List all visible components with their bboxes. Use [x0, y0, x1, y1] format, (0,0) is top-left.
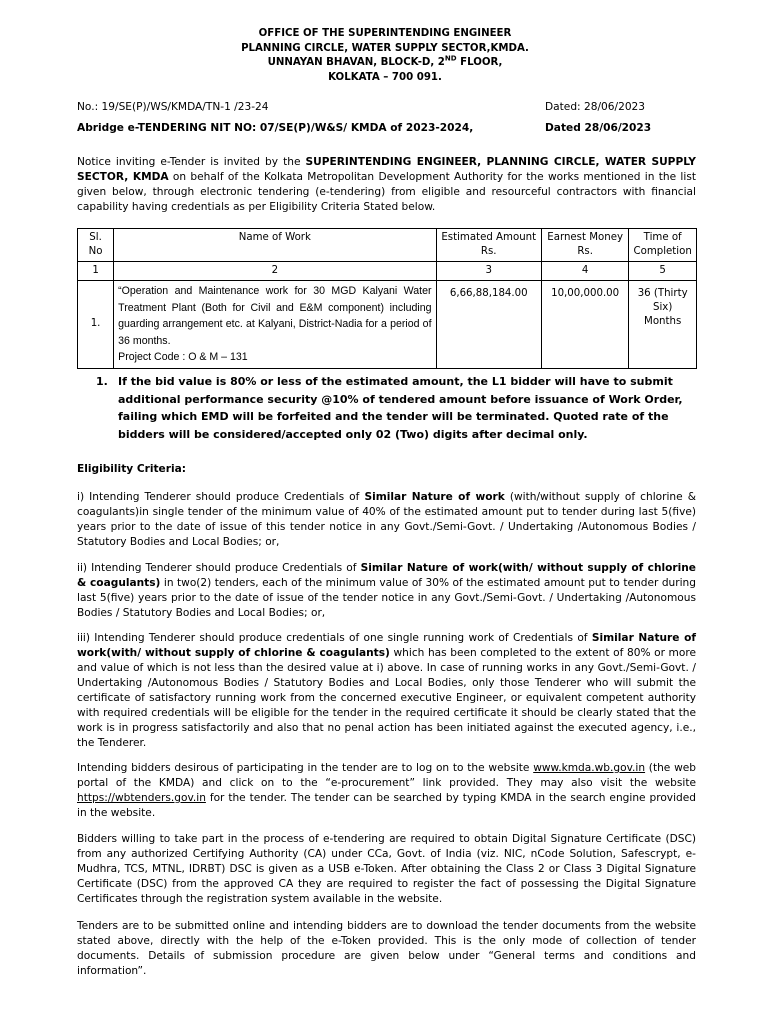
header-sl-no: Sl. No	[78, 229, 114, 262]
note-text: If the bid value is 80% or less of the estimated amount, the L1 bidder will have to submit additional performance security @10% of tendered amount before issuance of Work Order, failing which EMD will be forfeited and the tender will be terminated. Quoted rate of the bidders will be considered/accepted only 02 (Two) digits after decimal only.	[118, 375, 683, 441]
col-number: 2	[114, 262, 436, 281]
cell-name-of-work	[114, 281, 436, 369]
dsc-paragraph: Bidders willing to take part in the process of e-tendering are required to obtain Digital Signature Certificate (DSC) from any authorized Certifying Authority (CA) under CCa, Govt. of India (viz. NIC, nCode Solution, Safescrypt, e-Mudhra, TCS, MTNL, IDRBT) DSC is given as a USB e-Token. After obtaining the Class 2 or Class 3 Digital Signature Certificate (DSC) from the approved CA they are required to register the fact of possessing the Digital Signature Certificates through the registration system available in the website.	[77, 833, 696, 905]
cell-earnest-money: 10,00,000.00	[541, 281, 628, 369]
nit-number: Abridge e-TENDERING NIT NO: 07/SE(P)/W&S/ KMDA of 2023-2024,	[77, 122, 474, 134]
table-row	[78, 281, 697, 369]
reference-number: No.: 19/SE(P)/WS/KMDA/TN-1 /23-24	[77, 101, 269, 113]
reference-row	[77, 100, 697, 115]
header-name-of-work: Name of Work	[114, 229, 436, 262]
wbtenders-website-link[interactable]: https://wbtenders.gov.in	[77, 792, 206, 804]
eligibility-criterion-iii: iii) Intending Tenderer should produce credentials of one single running work of Credentials of Similar Nature of work(with/ without supply of chlorine & coagulants) which has been completed to the extent of 80% or more and value of which is not less than the desired value at i) above. In case of running works in any Govt./Semi-Govt. / Undertaking /Autonomous Bodies / Statutory Bodies and Local Bodies, only those Tenderer who will submit the certificate of satisfactory running work from the concerned executive Engineer, or equivalent competent authority with required credentials will be eligible for the tender in the required certificate it should be clearly stated that the work is in progress satisfactorily and also that no penal action has been initiated against the executed agency, i.e., the Tenderer.	[77, 632, 696, 749]
col-number: 5	[629, 262, 697, 281]
project-code: Project Code : O & M – 131	[118, 351, 248, 363]
reference-date: Dated: 28/06/2023	[545, 101, 646, 113]
eligibility-criterion-i: i) Intending Tenderer should produce Credentials of Similar Nature of work (with/without supply of chlorine & coagulants)in single tender of the minimum value of 40% of the estimated amount put to tender during last 5(five) years prior to the date of issue of this tender notice in any Govt./Semi-Govt. / Undertaking /Autonomous Bodies / Statutory Bodies and Local Bodies; or,	[77, 491, 696, 548]
col-number: 3	[436, 262, 541, 281]
header-line-4: KOLKATA – 700 091.	[328, 71, 442, 83]
website-paragraph: Intending bidders desirous of participating in the tender are to log on to the website www.kmda.wb.gov.in (the web portal of the KMDA) and click on to the “e-procurement” link provided. They may also visit the website https://wbtenders.gov.in for the tender. The tender can be searched by typing KMDA in the search engine provided in the website.	[77, 762, 696, 819]
header-time-of-completion: Time of Completion	[629, 229, 697, 262]
note-number: 1.	[96, 375, 108, 388]
work-description: “Operation and Maintenance work for 30 MGD Kalyani Water Treatment Plant (Both for Civil and E&M component) including guarding arrangement etc. at Kalyani, District-Nadia for a period of 36 months.	[118, 285, 432, 347]
table-column-number-row	[78, 262, 697, 281]
submission-paragraph: Tenders are to be submitted online and intending bidders are to download the tender documents from the website stated above, directly with the help of the e-Token provided. This is the only mode of collection of tender documents. Details of submission procedure are given below under “General terms and conditions and information”.	[77, 920, 696, 977]
eligibility-criterion-ii: ii) Intending Tenderer should produce Credentials of Similar Nature of work(with/ without supply of chlorine & coagulants) in two(2) tenders, each of the minimum value of 30% of the estimated amount put to tender during last 5(five) years prior to the date of issue of the tender notice in any Govt./Semi-Govt. / Undertaking /Autonomous Bodies / Statutory Bodies and Local Bodies; or,	[77, 562, 697, 619]
kmda-website-link[interactable]: www.kmda.wb.gov.in	[533, 762, 646, 774]
header-line-2: PLANNING CIRCLE, WATER SUPPLY SECTOR,KMDA.	[241, 42, 529, 54]
nit-date: Dated 28/06/2023	[545, 122, 652, 134]
col-number: 4	[541, 262, 628, 281]
table-header-row	[78, 229, 697, 262]
header-line-3: UNNAYAN BHAVAN, BLOCK-D, 2ND FLOOR,	[267, 54, 503, 68]
cell-estimated-amount: 6,66,88,184.00	[436, 281, 541, 369]
eligibility-title: Eligibility Criteria:	[77, 463, 186, 475]
header-line-1: OFFICE OF THE SUPERINTENDING ENGINEER	[258, 28, 512, 39]
header-estimated-amount: Estimated Amount Rs.	[436, 229, 541, 262]
intro-paragraph: Notice inviting e-Tender is invited by the SUPERINTENDING ENGINEER, PLANNING CIRCLE, WATER SUPPLY SECTOR, KMDA on behalf of the Kolkata Metropolitan Development Authority for the works mentioned in the list given below, through electronic tendering (e-tendering) from eligible and resourceful contractors with financial capability having credentials as per Eligibility Criteria Stated below.	[77, 156, 696, 213]
office-header	[0, 27, 770, 85]
header-earnest-money: Earnest Money Rs.	[541, 229, 628, 262]
cell-time-of-completion: 36 (Thirty Six) Months	[629, 281, 697, 369]
col-number: 1	[78, 262, 114, 281]
cell-sl-no: 1.	[78, 281, 114, 369]
works-table	[77, 228, 697, 369]
nit-row	[77, 121, 697, 136]
